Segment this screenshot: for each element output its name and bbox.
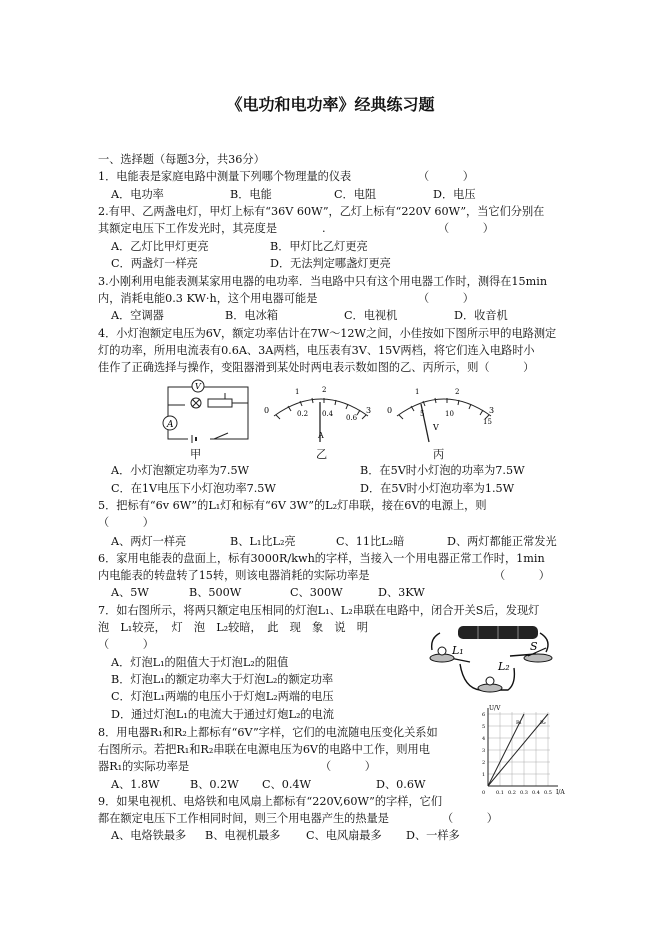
q1-option-a: A．电功率 [111,188,164,201]
q4-option-d: D．在5V时小灯泡功率为1.5W [360,482,515,495]
q4-circuit-diagram [150,375,255,455]
switch-symbol-icon [214,433,228,439]
q3-option-a: A．空调器 [111,309,164,322]
q2-paren: （ ） [438,222,494,235]
q6-option-c: C、300W [290,586,343,599]
q6-option-b: B、500W [189,586,242,599]
ammeter-dial [262,386,380,456]
q8-option-b: B、0.2W [190,778,239,791]
voltmeter-outer-1: 1 [415,388,420,396]
q4-line3: 佳作了正确选择与操作，变阻器滑到某处时两电表示数如图的乙、丙所示，则（ ） [98,361,535,374]
q4-line1: 4．小灯泡额定电压为6V，额定功率估计在7W～12W之间，小佳按如下图所示甲的电路测定 [98,327,557,340]
q5-line2: （ ） [98,516,154,529]
graph-xtick-2: 0.2 [508,790,516,796]
q7-circuit-diagram [420,618,560,700]
q2-line1: 2.有甲、乙两盏电灯，甲灯上标有“36V 60W”，乙灯上标有“220V 60W”，当它们分别在 [98,205,545,218]
q3-option-d: D．收音机 [454,309,508,322]
voltmeter-unit: V [433,423,439,432]
section-heading: 一、选择题（每题3分，共36分） [98,153,265,166]
label-s: S [530,640,538,653]
q7-line3: （ ） [98,638,154,651]
q6-line1: 6．家用电能表的盘面上，标有3000R/kwh的字样，当接入一个用电器正常工作时，1min [98,552,545,565]
q4-line2: 灯的功率，所用电流表有0.6A、3A两档，电压表有3V、15V两档，将它们连入电路时小 [98,344,535,357]
q5-option-a: A、两灯一样亮 [111,535,187,548]
q6-option-a: A、5W [111,586,149,599]
voltmeter-tick-3: 15 [483,418,492,426]
q9-paren: （ ） [442,812,498,825]
caption-bing: 丙 [433,448,445,461]
graph-ytick-4: 4 [482,736,486,742]
q9-option-b: B、电视机最多 [205,829,281,842]
q5-option-b: B、L₁比L₂亮 [230,535,296,548]
label-l1: L₁ [452,644,464,657]
lamp-l2-bulb-icon [486,677,494,685]
ammeter-letter: A [167,420,174,430]
q5-option-c: C、11比L₂暗 [336,535,405,548]
q2-line2: 其额定电压下工作发光时，其亮度是 [98,222,278,235]
q8-option-d: D、0.6W [376,778,426,791]
q8-line2: 右图所示。若把R₁和R₂串联在电源电压为6V的电路中工作，则用电 [98,743,430,756]
q3-line2: 内，消耗电能0.3 KW·h，这个用电器可能是 [98,292,318,305]
q7-option-a: A．灯泡L₁的阻值大于灯泡L₂的阻值 [111,656,289,669]
q7-option-b: B．灯泡L₁的额定功率大于灯泡L₂的额定功率 [111,673,334,686]
switch-s-icon [524,654,552,662]
q3-line1: 3.小刚利用电能表测某家用电器的电功率．当电路中只有这个用电器工作时，测得在15min [98,275,548,288]
graph-ytick-5: 5 [482,724,486,730]
graph-ytick-6: 6 [482,712,486,718]
graph-ytick-3: 3 [482,748,486,754]
voltmeter-letter: V [195,382,201,391]
q5-option-d: D、两灯都能正常发光 [447,535,557,548]
q8-option-c: C、0.4W [262,778,312,791]
graph-ylabel: U/V [489,705,501,712]
q1-paren: （ ） [418,170,474,183]
q4-option-c: C．在1V电压下小灯泡功率7.5W [111,482,276,495]
q6-paren: （ ） [494,569,550,582]
q8-paren: （ ） [320,760,376,773]
label-l2: L₂ [498,660,510,673]
lamp-l1-bulb-icon [438,647,446,655]
rheostat-symbol-icon [208,399,232,407]
q3-paren: （ ） [418,292,474,305]
q7-line1: 7．如右图所示，将两只额定电压相同的灯泡L₁、L₂串联在电路中，闭合开关S后，发现灯 [98,604,540,617]
q9-line1: 9．如果电视机、电烙铁和电风扇上都标有“220V,60W”的字样，它们 [98,795,443,808]
q9-line2: 都在额定电压下工作相同时间，则三个用电器产生的热量是 [98,812,389,825]
ammeter-tick-1: 0.2 [297,410,309,418]
q4-option-a: A．小灯泡额定功率为7.5W [111,464,250,477]
ammeter-outer-1: 1 [295,388,300,396]
graph-label-r2: R₂ [540,720,546,726]
q8-option-a: A、1.8W [111,778,160,791]
q3-option-c: C．电视机 [344,309,398,322]
ammeter-tick-0: 0 [264,406,270,415]
voltmeter-tick-1: 5 [420,410,425,418]
q3-option-b: B．电冰箱 [225,309,278,322]
q1-option-b: B．电能 [230,188,272,201]
voltmeter-outer-2: 2 [455,388,460,396]
q1-option-d: D．电压 [433,188,476,201]
q1-stem: 1．电能表是家庭电路中测量下列哪个物理量的仪表 [98,170,352,183]
voltmeter-dial [385,386,503,456]
graph-xtick-1: 0.1 [496,790,504,796]
ammeter-outer-2: 2 [322,386,327,394]
ammeter-outer-3: 3 [366,406,372,415]
ammeter-tick-2: 0.4 [322,410,334,418]
graph-xtick-3: 0.3 [520,790,528,796]
q6-line2: 内电能表的转盘转了15转，则该电器消耗的实际功率是 [98,569,370,582]
q2-option-a: A．乙灯比甲灯更亮 [111,240,209,253]
q7-option-d: D．通过灯泡L₁的电流大于通过灯炮L₂的电流 [111,708,334,721]
caption-jia: 甲 [190,448,202,461]
graph-xlabel: I/A [556,789,565,796]
q9-option-c: C、电风扇最多 [306,829,382,842]
voltmeter-tick-0: 0 [387,406,393,415]
q5-line1: 5．把标有“6v 6W”的L₁灯和标有“6V 3W”的L₂灯串联，接在6V的电源上，则 [98,499,487,512]
page-title: 《电功和电功率》经典练习题 [226,95,435,114]
q7-line2: 泡 L₁较亮， 灯 泡 L₂较暗， 此 现 象 说 明 [98,621,368,634]
q9-option-d: D、一样多 [406,829,460,842]
q2-option-c: C．两盏灯一样亮 [111,257,198,270]
graph-label-r1: R₁ [516,720,522,726]
q9-option-a: A、电烙铁最多 [111,829,187,842]
q2-option-d: D．无法判定哪盏灯更亮 [270,257,391,270]
graph-ytick-1: 1 [482,772,486,778]
graph-xtick-0: 0 [482,790,486,796]
q8-line3: 器R₁的实际功率是 [98,760,190,773]
ammeter-tick-3: 0.6 [346,414,358,422]
voltmeter-outer-3: 3 [489,406,495,415]
q6-option-d: D、3KW [378,586,425,599]
ammeter-unit: A [318,431,324,440]
q1-option-c: C．电阻 [334,188,377,201]
caption-yi: 乙 [316,448,328,461]
q8-graph [470,702,568,798]
q2-dot: . [322,222,326,235]
q2-option-b: B．甲灯比乙灯更亮 [270,240,368,253]
voltmeter-tick-2: 10 [445,410,454,418]
q8-line1: 8．用电器R₁和R₂上都标有“6V”字样，它们的电流随电压变化关系如 [98,726,438,739]
graph-xtick-4: 0.4 [532,790,540,796]
graph-xtick-5: 0.5 [544,790,552,796]
q4-option-b: B．在5V时小灯泡的功率为7.5W [360,464,525,477]
graph-ytick-2: 2 [482,760,486,766]
q7-option-c: C．灯泡L₁两端的电压小于灯炮L₂两端的电压 [111,690,334,703]
